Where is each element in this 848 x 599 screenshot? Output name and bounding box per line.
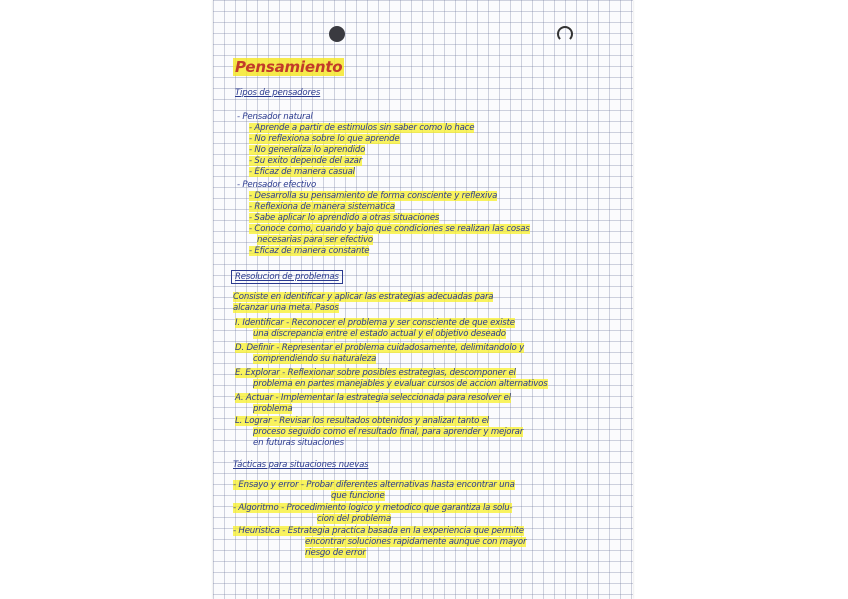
- note-line: - Reflexiona de manera sistematica: [249, 202, 395, 212]
- note-line: en futuras situaciones: [253, 438, 344, 448]
- tactic-ensayo: - Ensayo y error - Probar diferentes alternativas hasta encontrar una: [233, 480, 515, 490]
- step-definir: D. Definir - Representar el problema cuidadosamente, delimitandolo y: [235, 343, 525, 353]
- note-line: - Pensador efectivo: [237, 180, 317, 190]
- note-line: alcanzar una meta. Pasos: [233, 303, 339, 313]
- note-line: - No reflexiona sobre lo que aprende: [249, 134, 400, 144]
- note-line: problema en partes manejables y evaluar cursos de accion alternativos: [253, 379, 548, 389]
- note-line: proceso seguido como el resultado final, para aprender y mejorar: [253, 427, 524, 437]
- note-line: que funcione: [331, 491, 385, 501]
- note-line: - Sabe aplicar lo aprendido a otras situaciones: [249, 213, 440, 223]
- section-heading-tipos: Tipos de pensadores: [235, 88, 321, 98]
- note-line: problema: [253, 404, 293, 414]
- step-actuar: A. Actuar - Implementar la estrategia seleccionada para resolver el: [235, 393, 511, 403]
- note-line: - Su exito depende del azar: [249, 156, 363, 166]
- step-identificar: I. Identificar - Reconocer el problema y ser consciente de que existe: [235, 318, 515, 328]
- binder-hole-right: [557, 26, 573, 42]
- note-line: - No generaliza lo aprendido: [249, 145, 366, 155]
- step-explorar: E. Explorar - Reflexionar sobre posibles estrategias, descomponer el: [235, 368, 516, 378]
- note-line: cion del problema: [317, 514, 392, 524]
- tactic-heuristica: - Heuristica - Estrategia practica basada en la experiencia que permite: [233, 526, 524, 536]
- note-line: - Eficaz de manera casual: [249, 167, 355, 177]
- section-heading-tacticas: Tácticas para situaciones nuevas: [233, 460, 369, 470]
- notebook-page: [213, 0, 633, 599]
- tactic-algoritmo: - Algoritmo - Procedimiento logico y metodico que garantiza la solu-: [233, 503, 513, 513]
- note-line: riesgo de error: [305, 548, 366, 558]
- binder-hole-left: [329, 26, 345, 42]
- note-line: - Aprende a partir de estimulos sin saber como lo hace: [249, 123, 475, 133]
- note-line: - Desarrolla su pensamiento de forma consciente y reflexiva: [249, 191, 498, 201]
- note-line: una discrepancia entre el estado actual y el objetivo deseado: [253, 329, 506, 339]
- note-line: encontrar soluciones rapidamente aunque con mayor: [305, 537, 527, 547]
- note-line: - Conoce como, cuando y bajo que condiciones se realizan las cosas: [249, 224, 530, 234]
- note-line: necesarias para ser efectivo: [257, 235, 373, 245]
- note-line: comprendiendo su naturaleza: [253, 354, 377, 364]
- note-line: - Eficaz de manera constante: [249, 246, 370, 256]
- section-heading-resolucion: Resolucion de problemas: [231, 270, 343, 284]
- step-lograr: L. Lograr - Revisar los resultados obtenidos y analizar tanto el: [235, 416, 489, 426]
- page-title: Pensamiento: [235, 58, 343, 76]
- note-line: - Pensador natural: [237, 112, 313, 122]
- note-line: Consiste en identificar y aplicar las estrategias adecuadas para: [233, 292, 494, 302]
